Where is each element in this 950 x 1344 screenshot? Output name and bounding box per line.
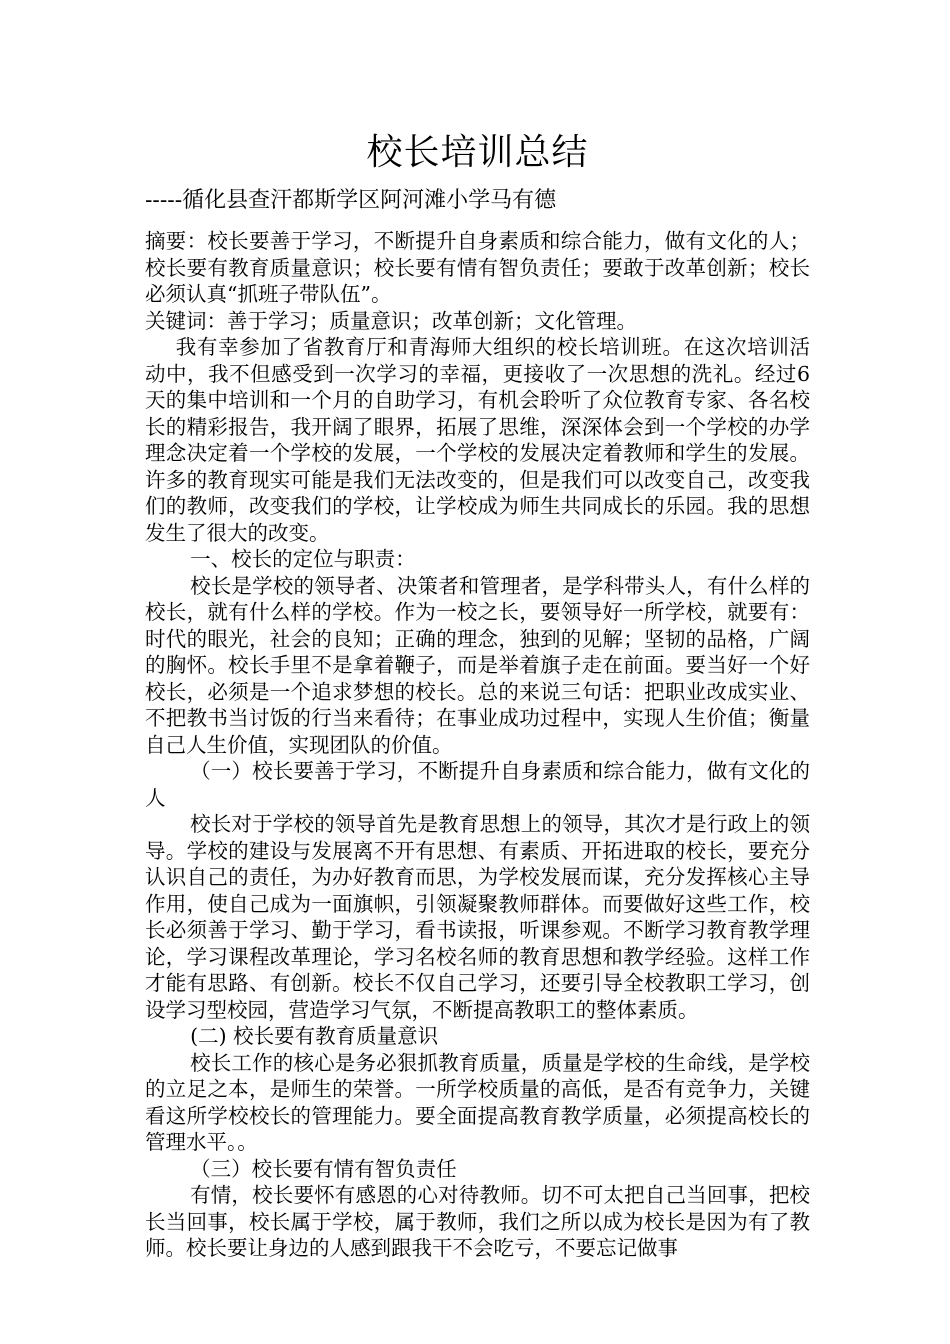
document-author: -----循化县查汗都斯学区阿河滩小学马有德 [145,188,557,213]
section-heading-1: 一、校长的定位与职责： [190,547,416,571]
document-title: 校长培训总结 [366,132,589,173]
subsection-heading-3: （三）校长要有情有智负责任 [190,1156,457,1181]
subsection-heading-1: （一）校长要善于学习，不断提升自身素质和综合能力，做有文化的人 [145,759,810,810]
subsection-heading-2: (二) 校长要有教育质量意识 [190,1024,439,1048]
body-paragraph: 校长是学校的领导者、决策者和管理者，是学科带头人，有什么样的校长，就有什么样的学校。作为一校之长，要领导好一所学校，就要有：时代的眼光，社会的良知；正确的理念，独到的见解；坚韧的品格，广阔的胸怀。校长手里不是拿着鞭子，而是举着旗子走在前面。要当好一个好校长，必须是一个追求梦想的校长。总的来说三句话：把职业改成实业、不把教书当讨饭的行当来看待；在事业成功过程中，实现人生价值；衡量自己人生价值，实现团队的价值。 [145,573,810,757]
abstract-paragraph: 摘要：校长要善于学习，不断提升自身素质和综合能力，做有文化的人；校长要有教育质量意识；校长要有情有智负责任；要敢于改革创新；校长必须认真“抓班子带队伍”。 [145,229,810,306]
document-body [145,128,810,1262]
keywords-paragraph: 关键词：善于学习；质量意识；改革创新；文化管理。 [145,308,637,333]
intro-paragraph: 我有幸参加了省教育厅和青海师大组织的校长培训班。在这次培训活动中，我不但感受到一次学习的幸福，更接收了一次思想的洗礼。经过6天的集中培训和一个月的自助学习，有机会聆听了众位教育专家、各名校长的精彩报告，我开阔了眼界，拓展了思维，深深体会到一个学校的办学理念决定着一个学校的发展，一个学校的发展决定着教师和学生的发展。许多的教育现实可能是我们无法改变的，但是我们可以改变自己，改变我们的教师，改变我们的学校，让学校成为师生共同成长的乐园。我的思想发生了很大的改变。 [145,335,810,545]
body-paragraph: 校长工作的核心是务必狠抓教育质量，质量是学校的生命线，是学校的立足之本，是师生的荣誉。一所学校质量的高低，是否有竞争力，关键看这所学校校长的管理能力。要全面提高教育教学质量，必须提高校长的管理水平。。 [145,1050,810,1154]
body-paragraph: 校长对于学校的领导首先是教育思想上的领导，其次才是行政上的领导。学校的建设与发展离不开有思想、有素质、开拓进取的校长，要充分认识自己的责任，为办好教育而思，为学校发展而谋，充分发挥核心主导作用，使自己成为一面旗帜，引领凝聚教师群体。而要做好这些工作，校长必须善于学习、勤于学习，看书读报，听课参观。不断学习教育教学理论，学习课程改革理论，学习名校名师的教育思想和教学经验。这样工作才能有思路、有创新。校长不仅自己学习，还要引导全校教职工学习，创设学习型校园，营造学习气氛，不断提高教职工的整体素质。 [145,812,810,1022]
body-paragraph: 有情，校长要怀有感恩的心对待教师。切不可太把自己当回事，把校长当回事，校长属于学校，属于教师，我们之所以成为校长是因为有了教师。校长要让身边的人感到跟我干不会吃亏，不要忘记做事 [145,1183,810,1260]
